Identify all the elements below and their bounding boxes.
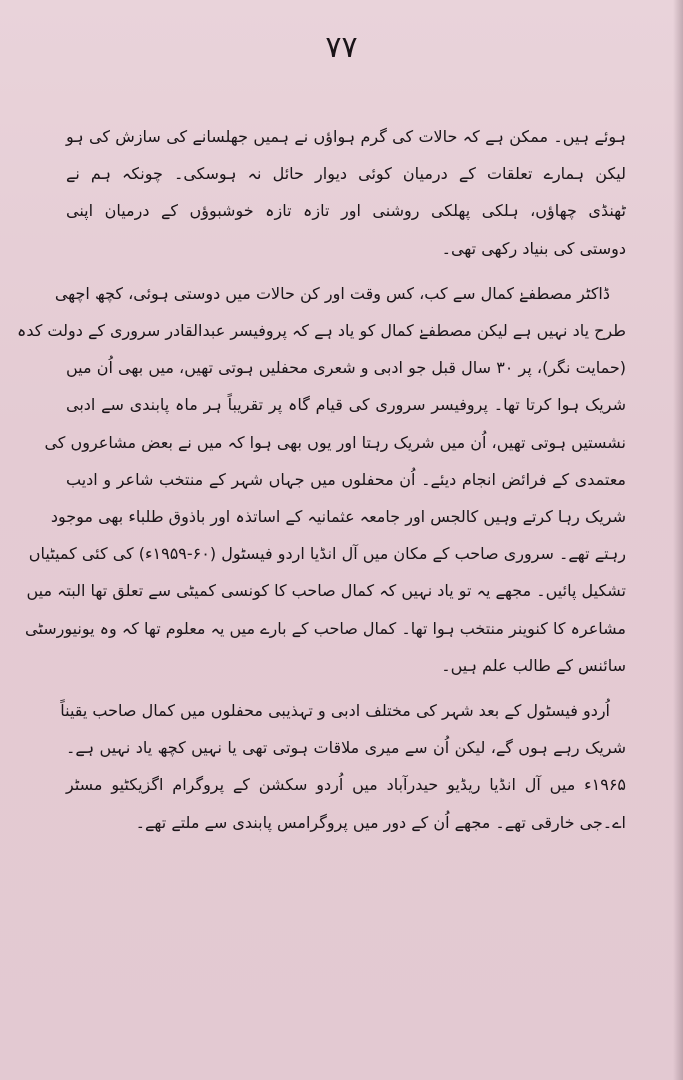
text-line: نشستیں ہوتی تھیں، اُن میں شریک رہتا اور یوں بھی ہوا کہ میں نے بعض مشاعروں کی [44, 432, 626, 452]
page-edge-shadow [673, 0, 683, 1080]
text-line: طرح یاد نہیں ہے لیکن مصطفےٰ کمال کو یاد ہے کہ پروفیسر عبدالقادر سروری کے دولت کدہ [16, 321, 626, 341]
text-line: مشاعرہ کا کنوینر منتخب ہوا تھا۔ کمال صاحب کے بارے میں یہ معلوم تھا کہ وہ یونیورسٹی [25, 618, 626, 638]
text-line: سائنس کے طالب علم ہیں۔ [441, 655, 626, 675]
body-text [16, 118, 626, 841]
paragraph [60, 692, 626, 841]
text-line: شریک رہا کرتے وہیں کالجس اور جامعہ عثمانیہ کے اساتذہ اور باذوق طلباء بھی موجود [50, 507, 626, 527]
text-line: تشکیل پائیں۔ مجھے یہ تو یاد نہیں کہ کمال صاحب کا کونسی کمیٹی سے تعلق تھا البتہ میں [26, 581, 626, 601]
text-line: ٹھنڈی چھاؤں، ہلکی پھلکی روشنی اور تازہ تازہ خوشبوؤں کے درمیان اپنی [66, 201, 626, 221]
paragraph [66, 118, 626, 267]
text-line: شریک رہے ہوں گے، لیکن اُن سے میری ملاقات ہوتی تھی یا نہیں کچھ یاد نہیں ہے۔ [66, 738, 626, 758]
text-line: اے۔جی خارقی تھے۔ مجھے اُن کے دور میں پروگرامس پابندی سے ملتے تھے۔ [135, 812, 626, 832]
paragraph [16, 275, 626, 684]
text-line: (حمایت نگر)، پر ۳۰ سال قبل جو ادبی و شعری محفلیں ہوتی تھیں، میں بھی اُن میں [66, 358, 626, 378]
page-number: ۷۷ [325, 30, 358, 65]
text-line: رہتے تھے۔ سروری صاحب کے مکان میں آل انڈیا اردو فیسٹول (۶۰-۱۹۵۹ء) کی کئی کمیٹیاں [28, 544, 626, 564]
text-line: دوستی کی بنیاد رکھی تھی۔ [441, 238, 626, 258]
text-line: شریک ہوا کرتا تھا۔ پروفیسر سروری کی قیام گاہ پر تقریباً ہر ماہ پابندی سے ادبی [66, 395, 626, 415]
text-line: ہوئے ہیں۔ ممکن ہے کہ حالات کی گرم ہواؤں نے ہمیں جھلسانے کی سازش کی ہو [66, 127, 626, 146]
text-line: اُردو فیسٹول کے بعد شہر کی مختلف ادبی و تہذیبی محفلوں میں کمال صاحب یقیناً [60, 701, 610, 721]
text-line: لیکن ہمارے تعلقات کے درمیان کوئی دیوار حائل نہ ہوسکی۔ چونکہ ہم نے [66, 164, 626, 184]
text-line: ۱۹۶۵ء میں آل انڈیا ریڈیو حیدرآباد میں اُردو سکشن کے پروگرام اگزیکٹیو مسٹر [66, 775, 626, 795]
text-line: معتمدی کے فرائض انجام دیئے۔ اُن محفلوں میں جہاں شہر کے منتخب شاعر و ادیب [66, 469, 626, 489]
text-line: ڈاکٹر مصطفےٰ کمال سے کب، کس وقت اور کن حالات میں دوستی ہوئی، کچھ اچھی [54, 283, 610, 303]
